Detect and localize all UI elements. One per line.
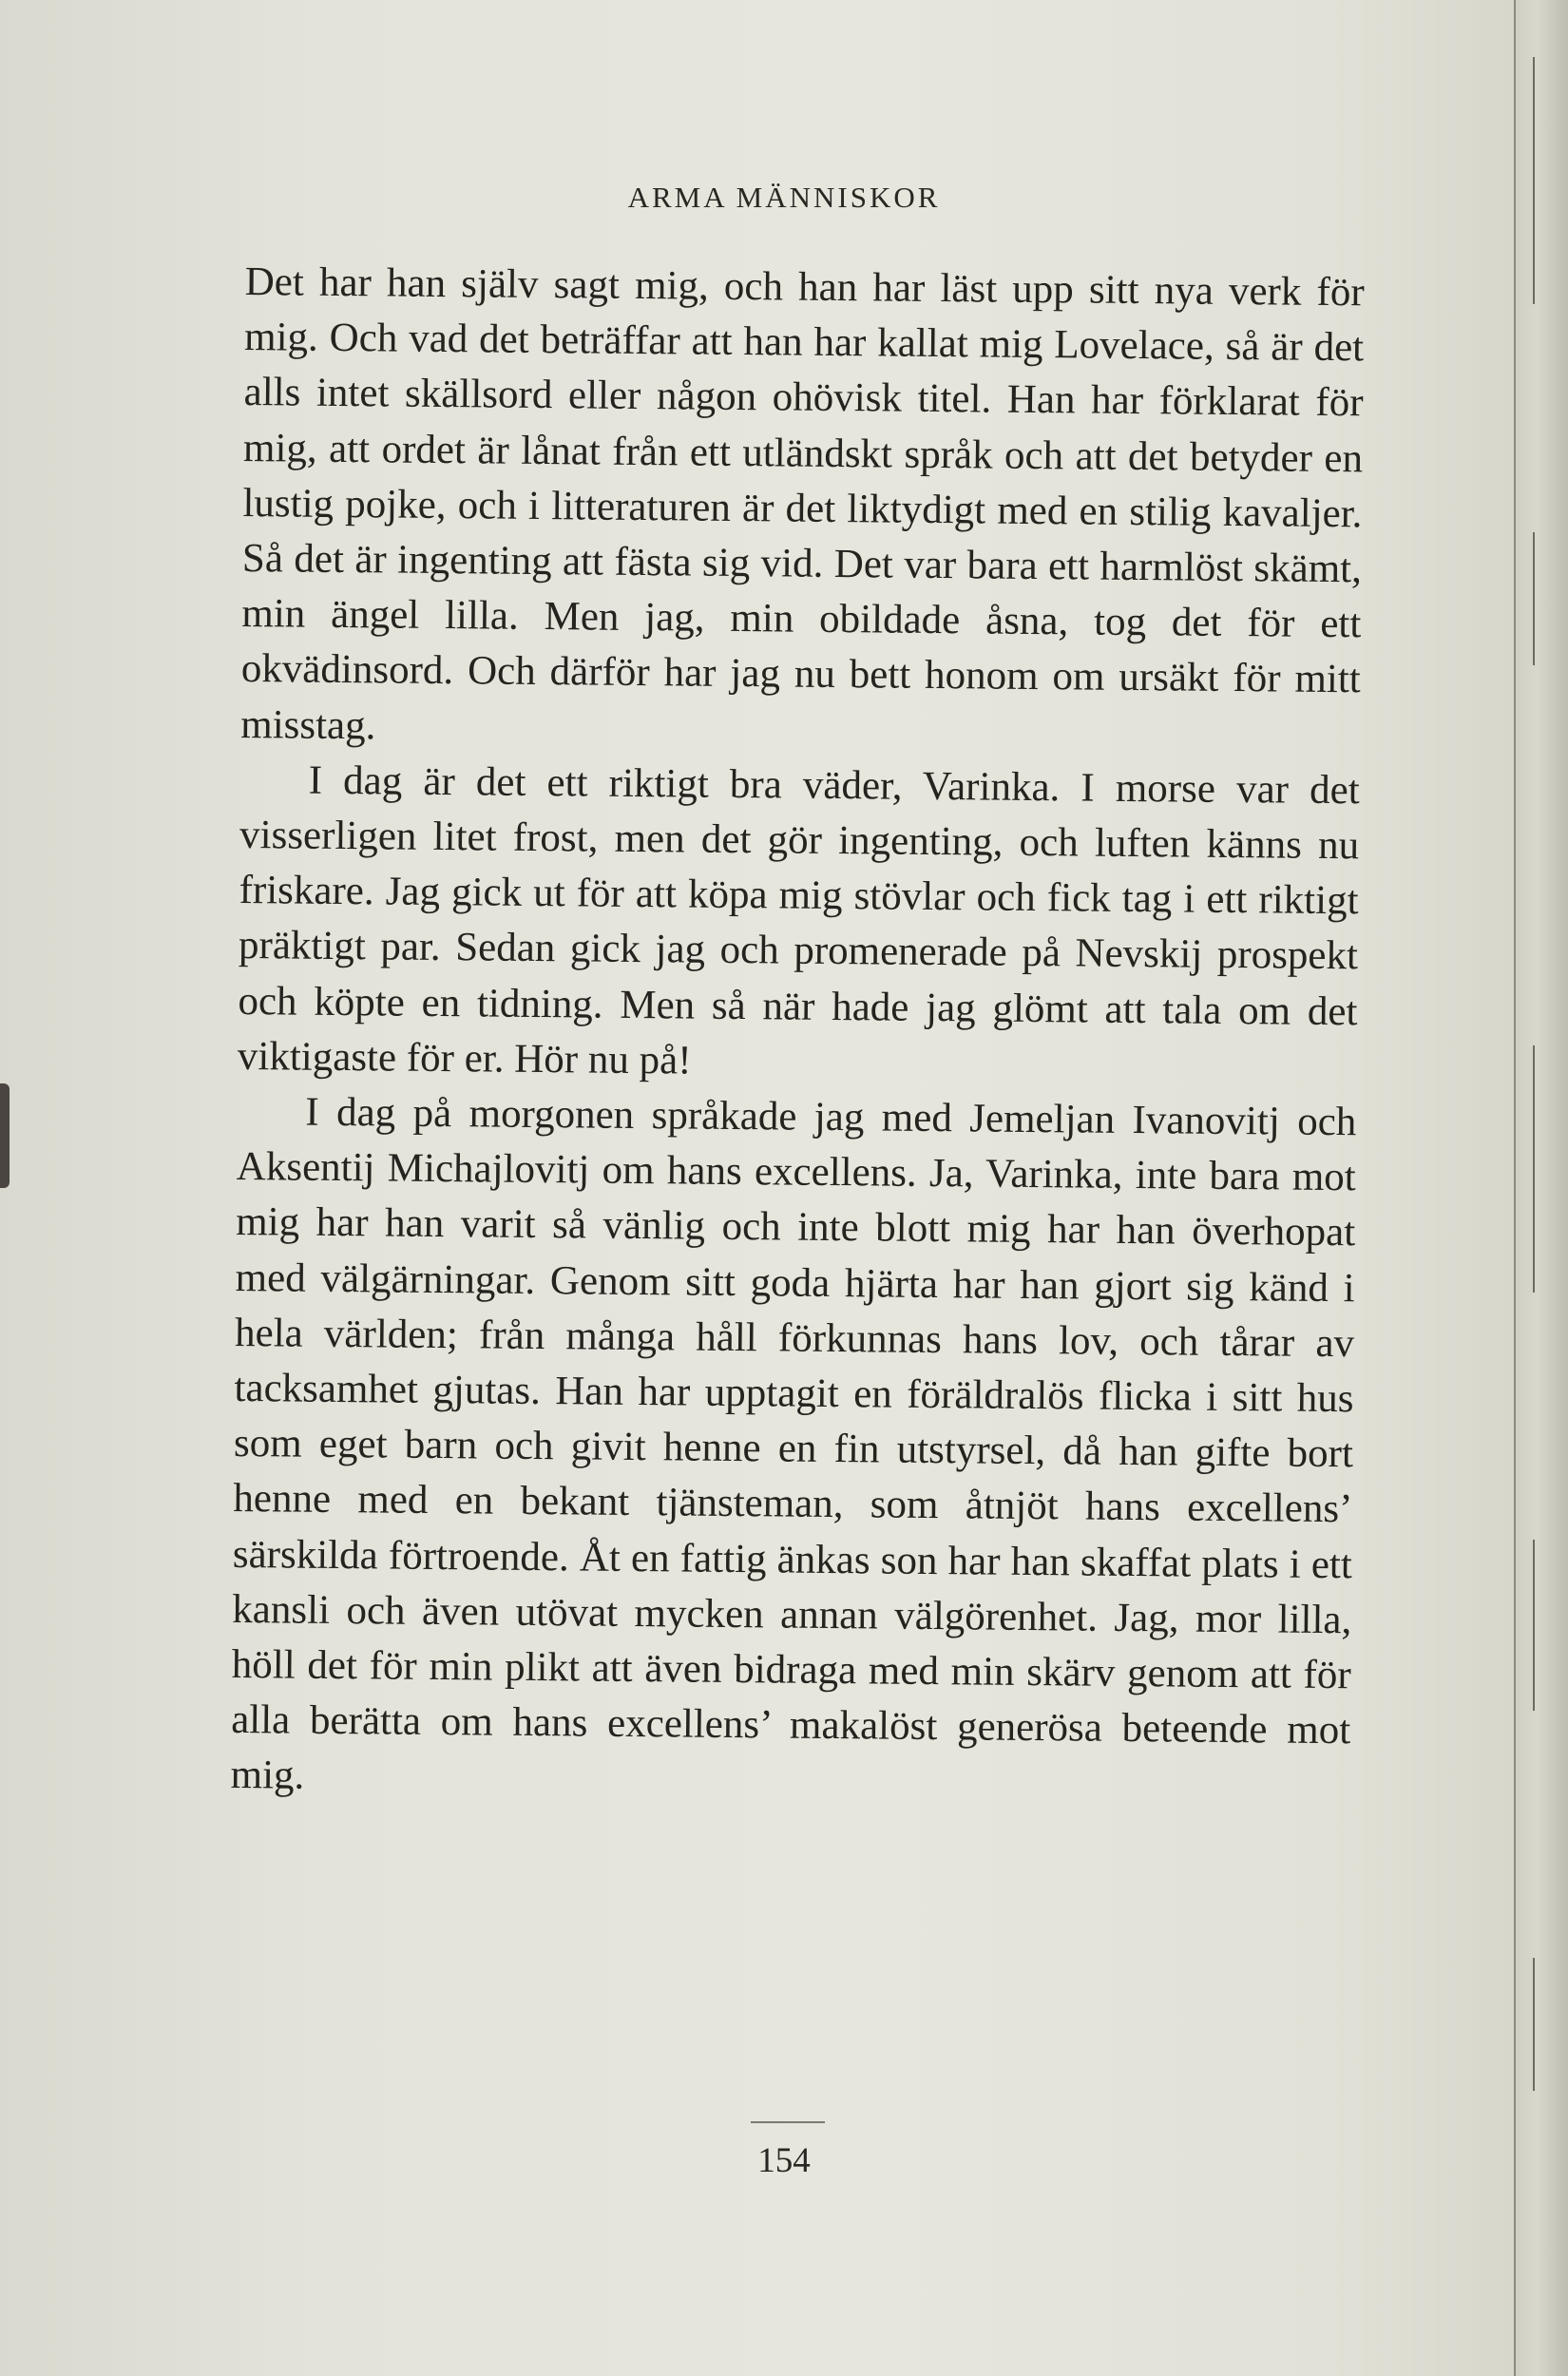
binding-thread	[1533, 57, 1535, 304]
paragraph-3: I dag på morgonen språkade jag med Jemeljan Ivanovitj och Aksentij Michajlovitj om hans excellens. Ja, Varinka, inte bara mot mig har han varit så vänlig och inte blott mig har han överhopat med välgärningar. Genom sitt goda hjärta har han gjort sig känd i hela världen; från många håll förkunnas hans lov, och tårar av tacksamhet gjutas. Han har upptagit en föräldralös flicka i sitt hus som eget barn och givit henne en fin utstyrsel, då han gifte bort henne med en bekant tjänsteman, som åtnjöt hans excellens’ särskilda förtroende. Åt en fattig änkas son har han skaffat plats i ett kansli och även utövat mycken annan välgörenhet. Jag, mor lilla, höll det för min plikt att även bidraga med min skärv genom att för alla berätta om hans excellens’ makalöst generösa beteende mot mig.	[230, 1089, 1357, 1799]
page-number: 154	[757, 2141, 811, 2180]
paragraph-2: I dag är det ett riktigt bra väder, Varinka. I morse var det visserligen litet frost, men det gör ingenting, och luften känns nu friskare. Jag gick ut för att köpa mig stövlar och fick tag i ett riktigt präktigt par. Sedan gick jag och promenerade på Nevskij prospekt och köpte en tidning. Men så när hade jag glömt att tala om det viktigaste för er. Hör nu på!	[237, 757, 1360, 1083]
next-page-edge	[1514, 0, 1568, 2376]
running-head: ARMA MÄNNISKOR	[627, 181, 941, 214]
binding-thread	[1533, 532, 1535, 665]
binding-thread	[1533, 1958, 1535, 2091]
binding-shadow	[0, 1083, 10, 1188]
footer-rule	[751, 2121, 825, 2123]
binding-thread	[1533, 1045, 1535, 1293]
binding-thread	[1533, 1540, 1535, 1711]
paragraph-1: Det har han själv sagt mig, och han har läst upp sitt nya verk för mig. Och vad det beträffar att han har kallat mig Lovelace, så är det alls intet skällsord eller någon ohövisk titel. Han har förklarat för mig, att ordet är lånat från ett utländskt språk och att det betyder en lustig pojke, och i litteraturen är det liktydigt med en stilig kavaljer. Så det är ingenting att fästa sig vid. Det var bara ett harmlöst skämt, min ängel lilla. Men jag, min obildade åsna, tog det för ett okvädinsord. Och därför har jag nu bett honom om ursäkt för mitt misstag.	[240, 259, 1365, 748]
body-text	[230, 255, 1365, 1814]
